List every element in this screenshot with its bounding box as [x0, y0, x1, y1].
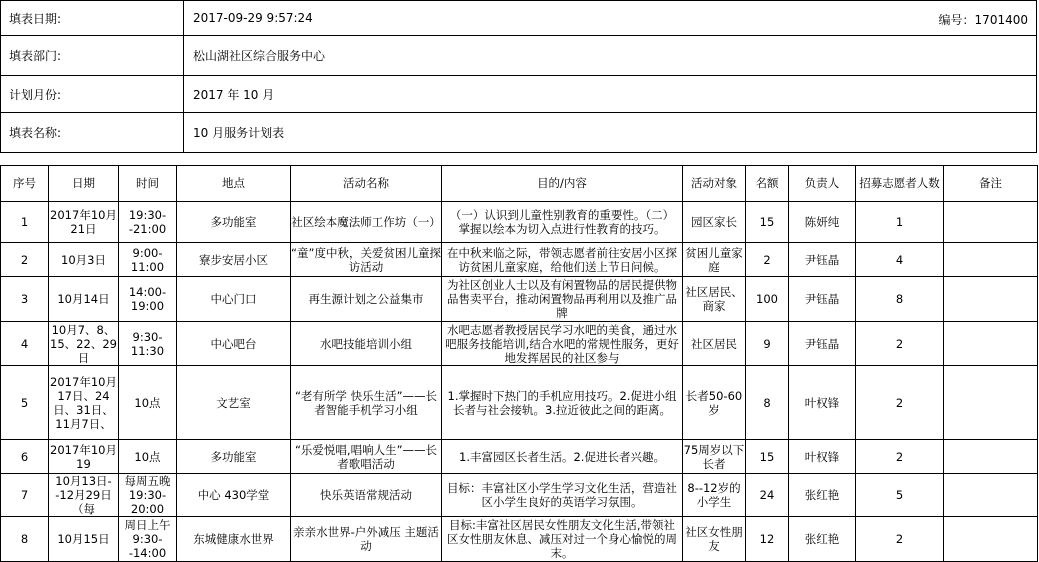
row-time: 每周五晚19:30-20:00: [119, 474, 177, 517]
row-remark: [944, 366, 1038, 440]
table-row: [1, 322, 1038, 366]
row-target: 8--12岁的小学生: [683, 474, 746, 517]
row-place: 多功能室: [177, 440, 291, 474]
header-row: [1, 166, 1038, 202]
row-time: 19:30--21:00: [119, 202, 177, 243]
row-quota: 15: [746, 202, 789, 243]
table-row: [1, 243, 1038, 277]
row-quota: 100: [746, 277, 789, 322]
row-volunteers: 2: [856, 440, 944, 474]
row-leader: 叶权锋: [789, 440, 856, 474]
row-target: 社区居民、商家: [683, 277, 746, 322]
row-no: 6: [1, 440, 49, 474]
row-quota: 9: [746, 322, 789, 366]
row-time: 9:30-11:30: [119, 322, 177, 366]
name-label: 填表名称:: [1, 113, 184, 153]
header-target: 活动对象: [683, 166, 746, 202]
row-no: 1: [1, 202, 49, 243]
row-activity-name: “童”度中秋，关爱贫困儿童探访活动: [291, 243, 442, 277]
row-date: 10月14日: [49, 277, 119, 322]
row-volunteers: 8: [856, 277, 944, 322]
table-row: [1, 202, 1038, 243]
row-time: 10点: [119, 366, 177, 440]
row-quota: 24: [746, 474, 789, 517]
row-date: 10月7、8、15、22、29日: [50, 322, 117, 365]
row-purpose: 目标：丰富社区小学生学习文化生活，营造社区小学生良好的英语学习氛围。: [442, 474, 683, 517]
row-place: 中心门口: [177, 277, 291, 322]
meta-row-month: [1, 76, 1037, 113]
row-purpose: 水吧志愿者教授居民学习水吧的美食，通过水吧服务技能培训,结合水吧的常规性服务，更好地发挥居民的社区参与: [442, 322, 683, 366]
row-purpose: 目标:丰富社区居民女性朋友文化生活,带领社区女性朋友休息、减压对过一个身心愉悦的周末。: [442, 517, 683, 562]
table-row: [1, 366, 1038, 440]
header-place: 地点: [177, 166, 291, 202]
row-volunteers: 5: [856, 474, 944, 517]
row-target: 社区女性朋友: [683, 517, 746, 562]
row-no: 3: [1, 277, 49, 322]
row-place: 多功能室: [177, 202, 291, 243]
row-activity-name: 快乐英语常规活动: [291, 474, 442, 517]
row-activity-name: “老有所学 快乐生活”——长者智能手机学习小组: [291, 366, 442, 440]
row-remark: [944, 440, 1038, 474]
row-place: 中心吧台: [177, 322, 291, 366]
meta-row-name: [1, 113, 1037, 153]
table-row: [1, 277, 1038, 322]
dept-value: 松山湖社区综合服务中心: [184, 36, 1037, 76]
header-no: 序号: [1, 166, 49, 202]
row-time: 14:00-19:00: [119, 277, 177, 322]
header-volunteers: 招募志愿者人数: [856, 166, 944, 202]
row-place: 东城健康水世界: [177, 517, 291, 562]
row-target: 75周岁以下长者: [683, 440, 746, 474]
row-target: 贫困儿童家庭: [683, 243, 746, 277]
month-value: 2017 年 10 月: [184, 76, 1037, 113]
row-leader: 叶权锋: [789, 366, 856, 440]
header-date: 日期: [49, 166, 119, 202]
row-target: 社区居民: [683, 322, 746, 366]
row-remark: [944, 202, 1038, 243]
row-purpose: 在中秋来临之际，带领志愿者前往安居小区探访贫困儿童家庭，给他们送上节日问候。: [442, 243, 683, 277]
row-target: 园区家长: [683, 202, 746, 243]
row-remark: [944, 243, 1038, 277]
row-volunteers: 2: [856, 366, 944, 440]
meta-row-dept: [1, 36, 1037, 76]
row-time: 9:00-11:00: [119, 243, 177, 277]
row-activity-name: 亲亲水世界-户外减压 主题活动: [291, 517, 442, 562]
date-value-cell: [184, 1, 1037, 36]
row-leader: 尹钰晶: [789, 277, 856, 322]
row-activity-name: 社区绘本魔法师工作坊（一）: [291, 202, 442, 243]
row-activity-name: 水吧技能培训小组: [291, 322, 442, 366]
row-volunteers: 2: [856, 517, 944, 562]
row-no: 2: [1, 243, 49, 277]
row-no: 5: [1, 366, 49, 440]
form-number: 编号：1701400: [938, 13, 1028, 27]
row-purpose: 为社区创业人士以及有闲置物品的居民提供物品售卖平台，推动闲置物品再利用以及推广品牌: [442, 277, 683, 322]
row-quota: 15: [746, 440, 789, 474]
row-remark: [944, 277, 1038, 322]
row-date: 10月3日: [49, 243, 119, 277]
header-purpose: 目的/内容: [442, 166, 683, 202]
row-date: 2017年10月17日、24日、31日、11月7日、: [49, 366, 119, 440]
row-target: 长者50-60岁: [683, 366, 746, 440]
header-remark: 备注: [944, 166, 1038, 202]
row-place: 中心 430学堂: [177, 474, 291, 517]
schedule-table: [0, 165, 1038, 562]
table-row: [1, 474, 1038, 517]
row-activity-name: “乐爱悦唱,唱响人生”——长者歌唱活动: [291, 440, 442, 474]
row-no: 8: [1, 517, 49, 562]
row-leader: 尹钰晶: [789, 243, 856, 277]
header-time: 时间: [119, 166, 177, 202]
row-purpose: 1.掌握时下热门的手机应用技巧。2.促进小组长者与社会接轨。3.拉近彼此之间的距离。: [442, 366, 683, 440]
row-purpose: 1.丰富园区长者生活。2.促进长者兴趣。: [442, 440, 683, 474]
dept-label: 填表部门:: [1, 36, 184, 76]
row-remark: [944, 474, 1038, 517]
row-date: 10月15日: [49, 517, 119, 562]
row-leader: 张红艳: [789, 517, 856, 562]
row-date: 10月13日--12月29日（每: [49, 474, 119, 517]
row-leader: 张红艳: [789, 474, 856, 517]
row-no: 7: [1, 474, 49, 517]
row-leader: 陈妍纯: [789, 202, 856, 243]
table-row: [1, 440, 1038, 474]
row-leader: 尹钰晶: [789, 322, 856, 366]
header-quota: 名额: [746, 166, 789, 202]
header-leader: 负责人: [789, 166, 856, 202]
row-volunteers: 2: [856, 322, 944, 366]
row-purpose: （一）认识到儿童性别教育的重要性。（二）掌握以绘本为切入点进行性教育的技巧。: [442, 202, 683, 243]
row-volunteers: 4: [856, 243, 944, 277]
date-value: 2017-09-29 9:57:24: [193, 11, 313, 25]
form-meta-table: [0, 0, 1037, 153]
row-time: 周日上午9:30--14:00: [119, 517, 177, 562]
row-date: 2017年10月21日: [49, 202, 119, 243]
row-place: 文艺室: [177, 366, 291, 440]
name-value: 10 月服务计划表: [184, 113, 1037, 153]
row-no: 4: [1, 322, 49, 366]
meta-row-date: [1, 1, 1037, 36]
row-date: 2017年10月19: [49, 440, 119, 474]
row-place: 寮步安居小区: [177, 243, 291, 277]
date-label: 填表日期:: [1, 1, 184, 36]
month-label: 计划月份:: [1, 76, 184, 113]
row-time: 10点: [119, 440, 177, 474]
row-remark: [944, 322, 1038, 366]
row-quota: 12: [746, 517, 789, 562]
row-volunteers: 1: [856, 202, 944, 243]
header-activity-name: 活动名称: [291, 166, 442, 202]
row-quota: 8: [746, 366, 789, 440]
row-activity-name: 再生源计划之公益集市: [291, 277, 442, 322]
row-quota: 2: [746, 243, 789, 277]
